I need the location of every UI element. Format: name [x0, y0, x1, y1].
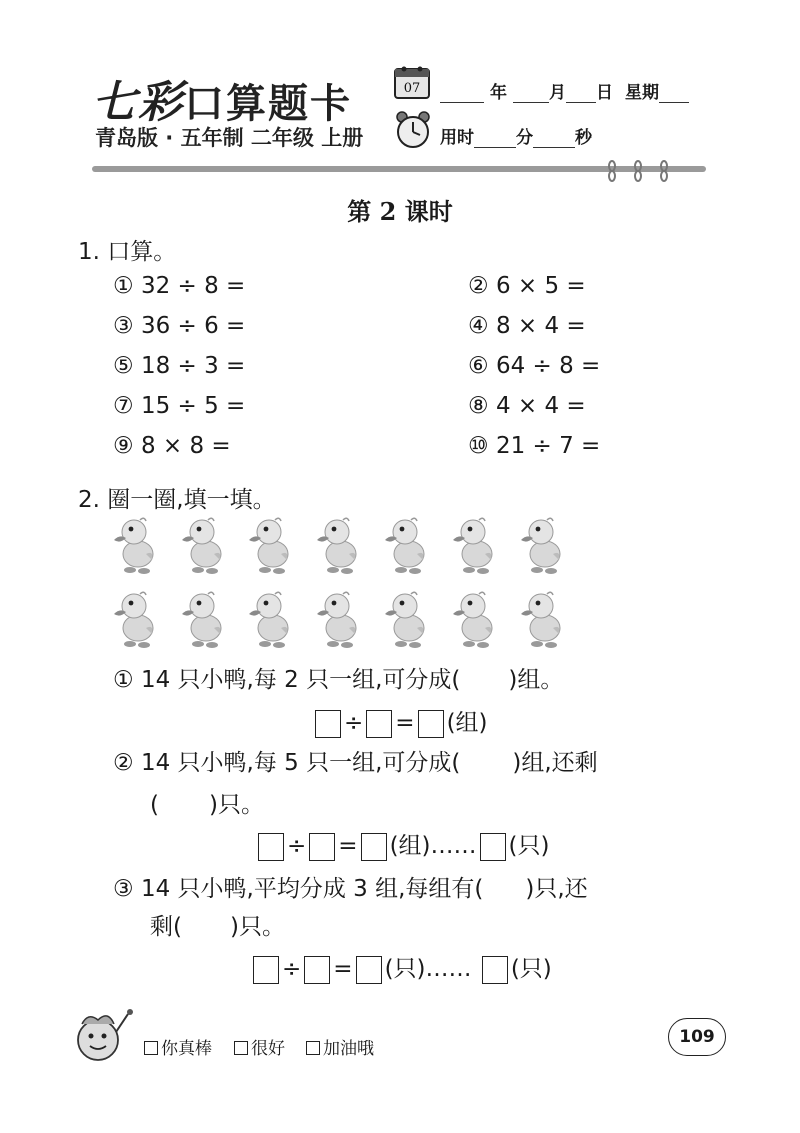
answer-box[interactable]	[309, 833, 335, 861]
duckling-icon[interactable]	[110, 514, 156, 576]
answer-box[interactable]	[253, 956, 279, 984]
brand-main-text: 口算题卡	[184, 80, 352, 127]
duckling-icon[interactable]	[381, 588, 427, 650]
answer-box[interactable]	[315, 710, 341, 738]
duckling-icon[interactable]	[178, 514, 224, 576]
rating-option-keep-going[interactable]: 加油哦	[306, 1034, 374, 1059]
answer-box[interactable]	[361, 833, 387, 861]
time-fill-line	[440, 123, 592, 148]
minute-blank[interactable]	[474, 131, 516, 148]
answer-box[interactable]	[482, 956, 508, 984]
duckling-icon[interactable]	[313, 514, 359, 576]
rating-option-great[interactable]: 你真棒	[144, 1034, 212, 1059]
q2-heading: 2. 圈一圈,填一填。	[78, 487, 276, 513]
q1-item-6: ⑥ 64 ÷ 8 =	[468, 353, 601, 379]
q1-item-5: ⑤ 18 ÷ 3 =	[113, 353, 246, 379]
q2-part3-text-line2: 剩( )只。	[150, 914, 285, 940]
edition-label: 青岛版 · 五年制 二年级 上册	[95, 126, 364, 150]
q2-part2-equation: ÷ = (组)…… (只)	[255, 827, 549, 861]
q1-heading: 1. 口算。	[78, 239, 177, 265]
weekday-blank[interactable]	[659, 86, 689, 103]
year-label: 年	[490, 83, 507, 103]
checkbox-icon	[234, 1041, 248, 1055]
rings-decoration-icon	[604, 158, 674, 184]
lesson-title: 第 2 课时	[347, 197, 453, 226]
time-label: 用时	[440, 128, 474, 148]
q1-item-8: ⑧ 4 × 4 =	[468, 393, 586, 419]
q1-item-3: ③ 36 ÷ 6 =	[113, 313, 246, 339]
q1-item-4: ④ 8 × 4 =	[468, 313, 586, 339]
brand-brush-text: 七彩	[92, 77, 184, 128]
q1-item-9: ⑨ 8 × 8 =	[113, 433, 231, 459]
q2-part2-text-line2: ( )只。	[150, 792, 264, 818]
second-blank[interactable]	[533, 131, 575, 148]
weekday-label: 星期	[625, 83, 659, 103]
duckling-icon[interactable]	[245, 588, 291, 650]
duckling-icon[interactable]	[381, 514, 427, 576]
second-label: 秒	[575, 128, 592, 148]
answer-box[interactable]	[366, 710, 392, 738]
duckling-icon[interactable]	[449, 514, 495, 576]
date-fill-line	[440, 78, 689, 103]
q1-item-10: ⑩ 21 ÷ 7 =	[468, 433, 601, 459]
q2-part3-text: ③ 14 只小鸭,平均分成 3 组,每组有( )只,还	[113, 876, 588, 902]
answer-box[interactable]	[418, 710, 444, 738]
answer-box[interactable]	[258, 833, 284, 861]
month-label: 月	[549, 83, 566, 103]
answer-box[interactable]	[304, 956, 330, 984]
clock-icon	[393, 110, 433, 150]
mascot-icon	[68, 1002, 140, 1068]
month-blank[interactable]	[513, 86, 549, 103]
rating-option-good[interactable]: 很好	[234, 1034, 285, 1059]
q1-item-2: ② 6 × 5 =	[468, 273, 586, 299]
duckling-icon[interactable]	[110, 588, 156, 650]
q2-part1-text: ① 14 只小鸭,每 2 只一组,可分成( )组。	[113, 667, 564, 693]
calendar-icon	[393, 64, 431, 100]
answer-box[interactable]	[480, 833, 506, 861]
duckling-icon[interactable]	[449, 588, 495, 650]
duckling-icon[interactable]	[517, 588, 563, 650]
brand-title	[92, 66, 352, 130]
duckling-icon[interactable]	[517, 514, 563, 576]
q1-item-1: ① 32 ÷ 8 =	[113, 273, 246, 299]
day-blank[interactable]	[566, 86, 596, 103]
duckling-icon[interactable]	[178, 588, 224, 650]
year-blank[interactable]	[440, 86, 484, 103]
checkbox-icon	[306, 1041, 320, 1055]
q1-item-7: ⑦ 15 ÷ 5 =	[113, 393, 246, 419]
page-number: 109	[668, 1018, 726, 1056]
q2-part1-equation: ÷ = (组)	[312, 704, 488, 738]
answer-box[interactable]	[356, 956, 382, 984]
q2-part3-equation: ÷ = (只)…… (只)	[250, 950, 552, 984]
calendar-day-text: 07	[403, 81, 421, 96]
q2-part2-text: ② 14 只小鸭,每 5 只一组,可分成( )组,还剩	[113, 750, 598, 776]
duckling-icon[interactable]	[313, 588, 359, 650]
checkbox-icon	[144, 1041, 158, 1055]
duckling-icon[interactable]	[245, 514, 291, 576]
minute-label: 分	[516, 128, 533, 148]
day-label: 日	[596, 83, 613, 103]
